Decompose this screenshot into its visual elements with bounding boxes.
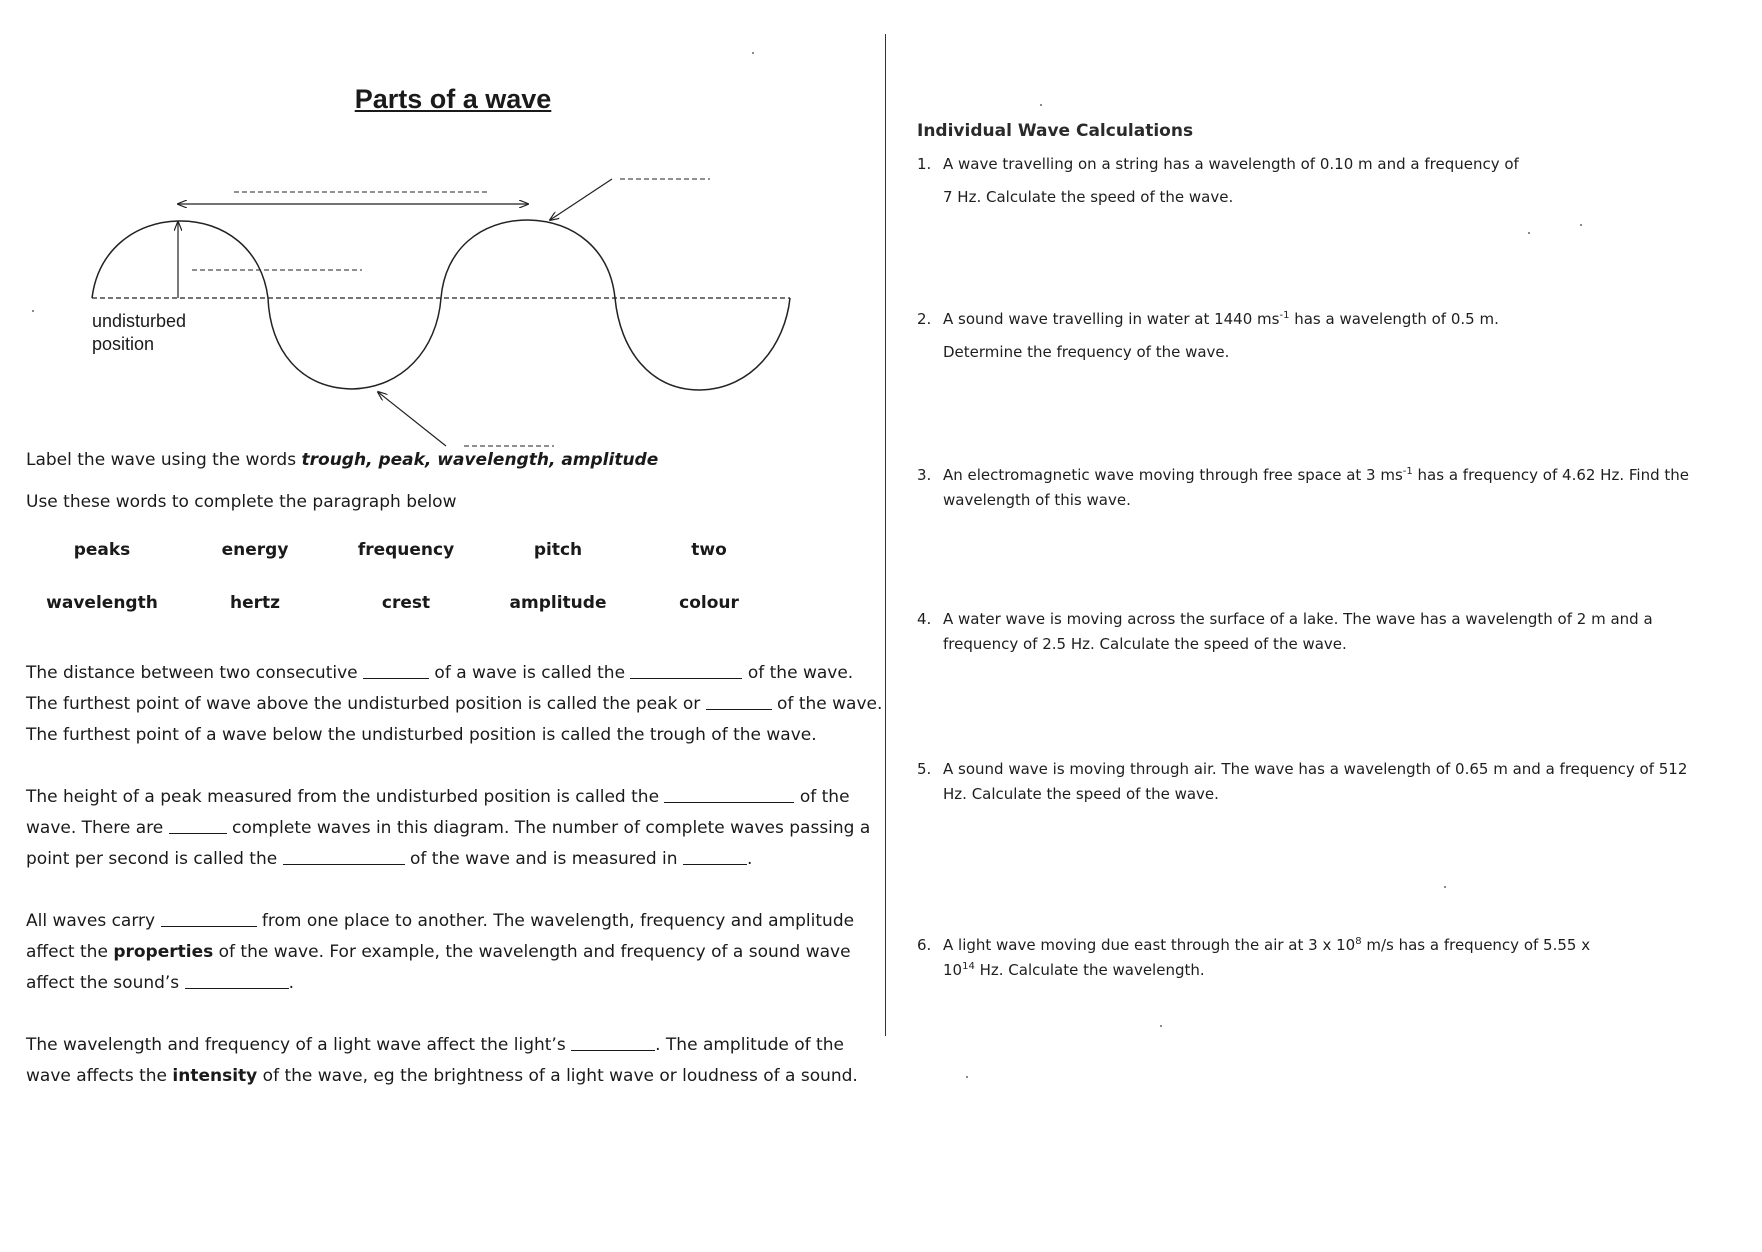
undisturbed-label-line2: position [92, 334, 155, 354]
scan-speck [1444, 886, 1446, 888]
scan-speck [32, 310, 34, 312]
fill-blank[interactable] [169, 816, 227, 834]
fill-blank[interactable] [283, 847, 405, 865]
paragraph-3: All waves carry from one place to another. The wavelength, frequency and amplitude affect the properties of the wave. For example, the wavelength and frequency of a sound wave affect the sound’s . [26, 911, 855, 993]
word-bank-item: wavelength [46, 593, 158, 613]
column-divider [885, 34, 886, 1036]
instruction-label-wave: Label the wave using the words trough, peak, wavelength, amplitude [26, 450, 659, 470]
scan-speck [1528, 232, 1530, 234]
word-bank-item: energy [221, 540, 289, 560]
fill-blank[interactable] [571, 1033, 655, 1051]
scan-speck [966, 1076, 968, 1078]
paragraph-2: The height of a peak measured from the undisturbed position is called the of the wave. There are complete waves in this diagram. The number of complete waves passing a point per second is called the of the wave and is measured in . [26, 787, 871, 869]
question-4: 4. A water wave is moving across the surface of a lake. The wave has a wavelength of 2 m and a frequency of 2.5 Hz. Calculate the speed of the wave. [917, 610, 1653, 653]
scan-speck [1580, 224, 1582, 226]
undisturbed-label-line1: undisturbed [92, 311, 187, 331]
calculations-title: Individual Wave Calculations [917, 121, 1194, 141]
question-1: 1. A wave travelling on a string has a wavelength of 0.10 m and a frequency of 7 Hz. Calculate the speed of the wave. [917, 155, 1519, 206]
trough-pointer [378, 392, 446, 446]
fill-blank[interactable] [706, 692, 772, 710]
fill-blank[interactable] [630, 661, 742, 679]
scan-speck [1040, 104, 1042, 106]
paragraph-4: The wavelength and frequency of a light wave affect the light’s . The amplitude of the wave affects the intensity of the wave, eg the brightness of a light wave or loudness of a sound. [26, 1035, 858, 1086]
instruction-complete-paragraph: Use these words to complete the paragraph below [26, 492, 457, 512]
word-bank-item: hertz [229, 593, 281, 613]
wave-diagram [0, 0, 906, 460]
scan-speck [752, 52, 754, 54]
question-5: 5. A sound wave is moving through air. The wave has a wavelength of 0.65 m and a frequency of 512 Hz. Calculate the speed of the wave. [917, 760, 1688, 803]
peak-pointer [550, 179, 612, 220]
word-bank-item: crest [381, 593, 431, 613]
fill-blank[interactable] [185, 971, 289, 989]
word-bank-item: colour [679, 593, 739, 613]
question-3: 3. An electromagnetic wave moving through free space at 3 $ms^{-1}$ has a frequency of 4.62 Hz. Find the wavelength of this wave. [917, 466, 1689, 509]
question-2: 2. A sound wave travelling in water at 1440 $ms^{-1}$ has a wavelength of 0.5 m. Determine the frequency of the wave. [917, 310, 1499, 361]
scan-speck [1160, 1025, 1162, 1027]
question-6: 6. A light wave moving due east through the air at 3 x $10^8$ m/s has a frequency of 5.55 x $10^{14}$ Hz. Calculate the wavelength. [917, 936, 1591, 979]
wave-curve [92, 220, 790, 390]
word-bank-item: peaks [73, 540, 131, 560]
word-bank-item: pitch [533, 540, 583, 560]
fill-blank[interactable] [664, 785, 794, 803]
paragraph-1: The distance between two consecutive of a wave is called the of the wave. The furthest point of wave above the undisturbed position is called the peak or of the wave. The furthest point of a wave below the undisturbed position is called the trough of the wave. [26, 663, 883, 745]
instruction-keywords: trough, peak, wavelength, amplitude [301, 450, 659, 470]
fill-blank[interactable] [363, 661, 429, 679]
word-bank-item: frequency [357, 540, 455, 560]
fill-blank[interactable] [683, 847, 747, 865]
undisturbed-position-label [92, 310, 186, 356]
page-title: Parts of a wave [354, 84, 552, 114]
fill-blank[interactable] [161, 909, 257, 927]
word-bank-item: two [691, 540, 727, 560]
word-bank-item: amplitude [509, 593, 607, 613]
